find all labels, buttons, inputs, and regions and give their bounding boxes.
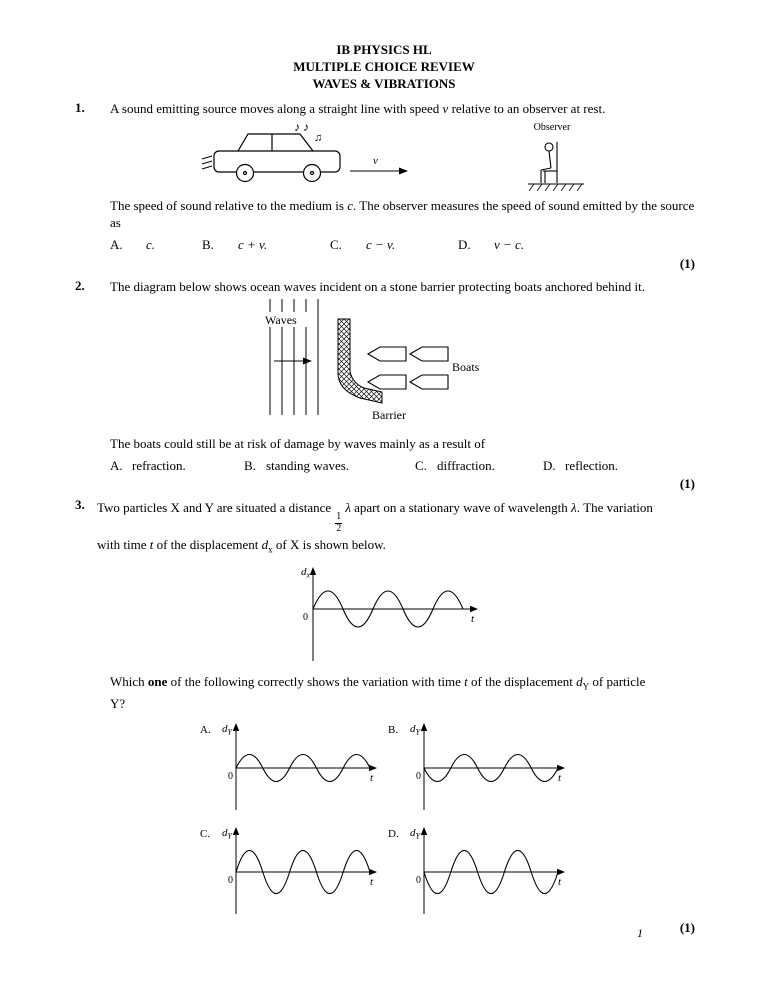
question-2 (75, 278, 695, 492)
barrier-label: Barrier (372, 408, 406, 422)
question-3-marks: (1) (679, 920, 695, 936)
option-d: D. reflection. (543, 458, 619, 473)
y-axis-label: $d_Y$ (222, 723, 232, 737)
origin-label: 0 (228, 771, 233, 783)
question-1-body: The speed of sound relative to the medium is c. The observer measures the speed of sound emitted by the source as (110, 198, 695, 230)
question-1-marks: (1) (679, 256, 695, 271)
origin-label: 0 (228, 875, 233, 887)
barrier-shape (338, 319, 382, 403)
fraction-one-half: $\frac{1}{2}$ (336, 511, 342, 534)
y-axis-label: $d_Y$ (410, 723, 420, 737)
option-a: A. refraction. (110, 458, 186, 473)
option-letter: C. (200, 828, 211, 841)
boat-icon (410, 347, 448, 361)
observer-icon (541, 142, 557, 183)
option-d: D. v − c. (458, 237, 525, 252)
y-axis-label: $d_Y$ (410, 827, 420, 841)
option-c: C. diffraction. (415, 458, 495, 473)
ground-hatch (528, 184, 584, 191)
boat-icon (368, 375, 406, 389)
boats-label: Boats (452, 360, 480, 374)
question-3-number: 3. (75, 497, 85, 512)
origin-label: 0 (416, 771, 421, 783)
y-axis-label: $d_Y$ (222, 827, 232, 841)
page-number: 1 (637, 926, 643, 940)
axes (233, 723, 377, 810)
option-letter: A. (200, 724, 211, 737)
origin-label: 0 (416, 875, 421, 887)
axes (310, 567, 478, 661)
x-axis-label: t (558, 772, 562, 785)
question-1-options (110, 237, 695, 253)
doc-title-line1: IB PHYSICS HL (336, 42, 432, 57)
axes (421, 827, 565, 914)
option-a: A. c. (110, 237, 156, 252)
option-letter: D. (388, 828, 399, 841)
y-axis-label: $d_x$ (300, 565, 310, 580)
doc-title-line2: MULTIPLE CHOICE REVIEW (293, 58, 475, 74)
music-notes-icon: ♪ ♪ (294, 121, 309, 134)
question-3-stem: Two particles X and Y are situated a distance $\frac{1}{2}$ λ apart on a stationary wave of wavelength λ. The variation with time t of the displacement $d_x$ of X is shown below. (97, 500, 653, 555)
x-axis-label: t (370, 876, 374, 889)
x-axis-label: t (370, 772, 374, 785)
question-2-diagram (264, 299, 504, 431)
boat-icon (410, 375, 448, 389)
answer-graphs (200, 720, 695, 916)
document-header (0, 0, 768, 93)
question-2-stem: The diagram below shows ocean waves incident on a stone barrier protecting boats anchored behind it. (110, 279, 645, 294)
question-3 (75, 497, 695, 936)
x-axis-label: t (471, 612, 475, 625)
velocity-label: v (373, 155, 378, 167)
boat-icon (368, 347, 406, 361)
question-2-body: The boats could still be at risk of damage by waves mainly as a result of (110, 436, 486, 451)
question-1 (75, 100, 695, 272)
waves-label: Waves (265, 313, 297, 327)
question-2-marks: (1) (679, 476, 695, 491)
option-b: B. standing waves. (244, 458, 350, 473)
observer-label: Observer (533, 122, 571, 133)
doc-title-line3: WAVES & VIBRATIONS (312, 75, 456, 91)
origin-label: 0 (303, 611, 308, 623)
velocity-arrow (350, 168, 408, 175)
axes (421, 723, 565, 810)
answer-graph-c (200, 824, 386, 916)
boats (368, 347, 448, 389)
option-b: B. c + v. (202, 237, 268, 252)
answer-graph-a (200, 720, 386, 812)
question-1-stem: A sound emitting source moves along a straight line with speed v relative to an observer at rest. (110, 101, 606, 116)
axes (233, 827, 377, 914)
question-1-diagram (200, 121, 600, 195)
question-1-number: 1. (75, 100, 85, 115)
answer-graph-b (388, 720, 574, 812)
question-2-number: 2. (75, 278, 85, 293)
option-c: C. c − v. (330, 237, 396, 252)
x-axis-label: t (558, 876, 562, 889)
answer-graph-d (388, 824, 574, 916)
question-2-options (110, 458, 695, 474)
question-3-question: Which one of the following correctly shows the variation with time t of the displacement $d_Y$ of particle Y? (110, 673, 646, 712)
displacement-graph-x (293, 565, 493, 663)
music-note-icon: ♫ (314, 132, 323, 144)
option-letter: B. (388, 724, 399, 737)
